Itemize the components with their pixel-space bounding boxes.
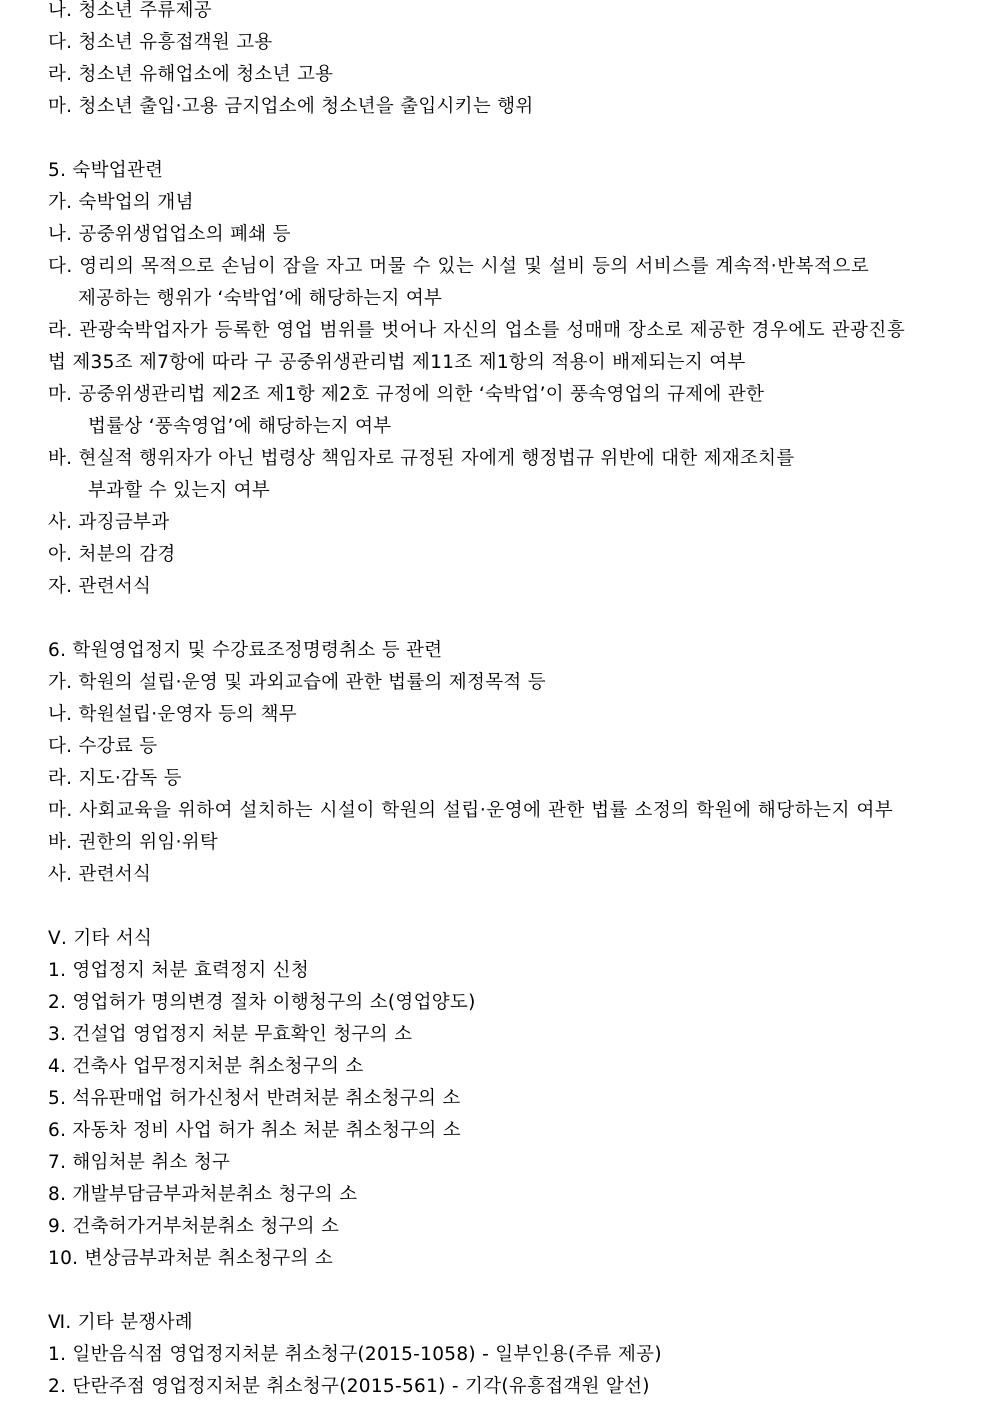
list-item: 가. 학원의 설립·운영 및 과외교습에 관한 법률의 제정목적 등 (48, 672, 546, 693)
spacer (48, 123, 968, 155)
list-item: 다. 수강료 등 (48, 736, 158, 757)
list-item: 아. 처분의 감경 (48, 544, 176, 565)
list-item: 6. 자동차 정비 사업 허가 취소 처분 취소청구의 소 (48, 1120, 461, 1141)
list-item: 마. 청소년 출입·고용 금지업소에 청소년을 출입시키는 행위 (48, 96, 534, 117)
list-item: 4. 건축사 업무정지처분 취소청구의 소 (48, 1056, 364, 1077)
part-heading: Ⅵ. 기타 분쟁사례 (48, 1312, 193, 1333)
document-page (48, 0, 968, 1403)
list-item: 10. 변상금부과처분 취소청구의 소 (48, 1248, 334, 1269)
part-heading: Ⅴ. 기타 서식 (48, 928, 153, 949)
list-item: 5. 석유판매업 허가신청서 반려처분 취소청구의 소 (48, 1088, 461, 1109)
list-item: 사. 과징금부과 (48, 512, 170, 533)
list-item: 가. 숙박업의 개념 (48, 192, 194, 213)
list-item: 자. 관련서식 (48, 576, 152, 597)
list-item: 1. 영업정지 처분 효력정지 신청 (48, 960, 310, 981)
spacer (48, 1275, 968, 1307)
list-item: 나. 학원설립·운영자 등의 책무 (48, 704, 297, 725)
list-item: 2. 영업허가 명의변경 절차 이행청구의 소(영업양도) (48, 992, 476, 1013)
list-item: 7. 해임처분 취소 청구 (48, 1152, 231, 1173)
list-item: 나. 청소년 주류제공 (48, 0, 212, 21)
list-item-continuation: 부과할 수 있는지 여부 (88, 480, 271, 501)
list-item: 바. 현실적 행위자가 아닌 법령상 책임자로 규정된 자에게 행정법규 위반에 대한 제재조치를 (48, 448, 795, 469)
list-item: 마. 공중위생관리법 제2조 제1항 제2호 규정에 의한 ‘숙박업’이 풍속영업의 규제에 관한 (48, 384, 765, 405)
list-item: 다. 영리의 목적으로 손님이 잠을 자고 머물 수 있는 시설 및 설비 등의 서비스를 계속적·반복적으로 (48, 256, 870, 277)
spacer (48, 891, 968, 923)
list-item: 8. 개발부담금부과처분취소 청구의 소 (48, 1184, 358, 1205)
list-item: 라. 청소년 유해업소에 청소년 고용 (48, 64, 334, 85)
section-heading: 5. 숙박업관련 (48, 160, 164, 181)
list-item: 1. 일반음식점 영업정지처분 취소청구(2015-1058) - 일부인용(주류 제공) (48, 1344, 662, 1365)
list-item: 사. 관련서식 (48, 864, 152, 885)
list-item: 마. 사회교육을 위하여 설치하는 시설이 학원의 설립·운영에 관한 법률 소정의 학원에 해당하는지 여부 (48, 800, 894, 821)
list-item: 나. 공중위생업업소의 폐쇄 등 (48, 224, 291, 245)
list-item-continuation: 제공하는 행위가 ‘숙박업’에 해당하는지 여부 (78, 288, 443, 309)
list-item: 라. 지도·감독 등 (48, 768, 182, 789)
list-item: 바. 권한의 위임·위탁 (48, 832, 219, 853)
list-item: 9. 건축허가거부처분취소 청구의 소 (48, 1216, 340, 1237)
section-heading: 6. 학원영업정지 및 수강료조정명령취소 등 관련 (48, 640, 443, 661)
list-item-continuation: 법 제35조 제7항에 따라 구 공중위생관리법 제11조 제1항의 적용이 배제되는지 여부 (48, 352, 746, 373)
list-item: 3. 건설업 영업정지 처분 무효확인 청구의 소 (48, 1024, 413, 1045)
list-item: 다. 청소년 유흥접객원 고용 (48, 32, 273, 53)
list-item-continuation: 법률상 ‘풍속영업’에 해당하는지 여부 (88, 416, 392, 437)
list-item: 2. 단란주점 영업정지처분 취소청구(2015-561) - 기각(유흥접객원 알선) (48, 1376, 650, 1397)
spacer (48, 603, 968, 635)
list-item: 라. 관광숙박업자가 등록한 영업 범위를 벗어나 자신의 업소를 성매매 장소로 제공한 경우에도 관광진흥 (48, 320, 906, 341)
